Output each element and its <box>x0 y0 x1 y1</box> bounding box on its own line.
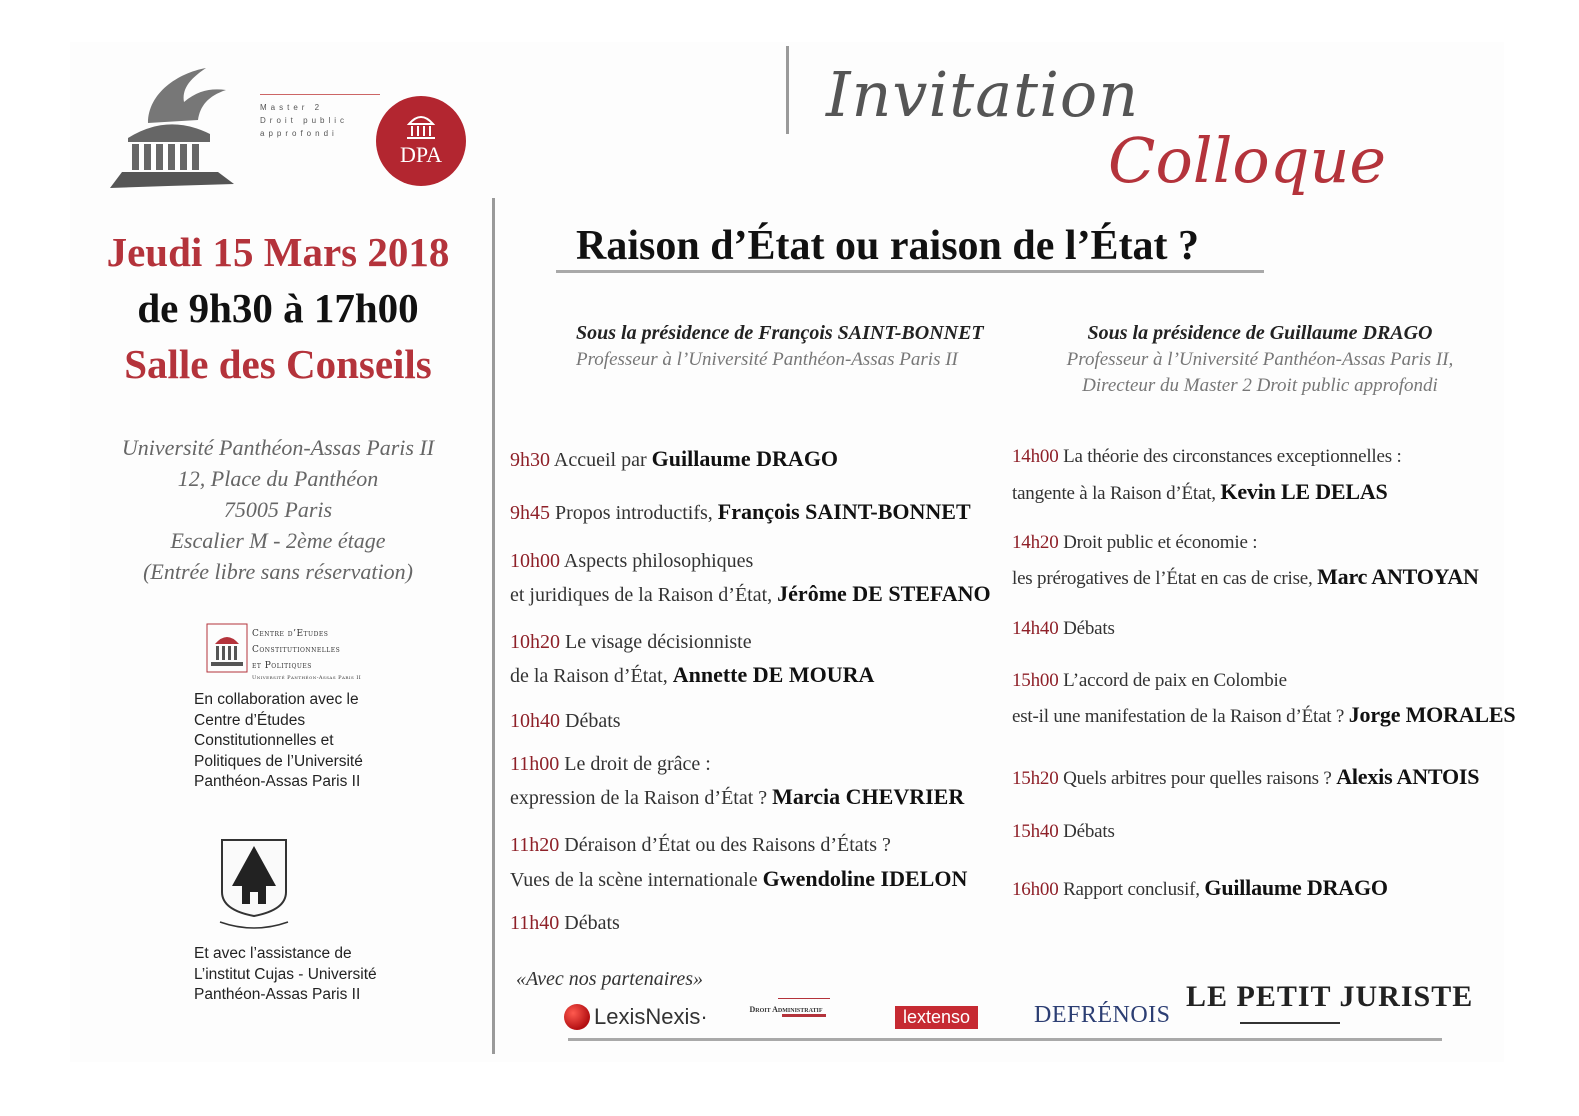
program-text: Rapport conclusif, <box>1063 879 1200 900</box>
presidency-role: Professeur à l’Université Panthéon-Assas Paris II <box>576 349 958 370</box>
program-text: Le visage décisionniste <box>565 631 752 653</box>
partners-label: «Avec nos partenaires» <box>516 968 704 990</box>
cecp-logo-text: Centre d’Etudes Constitutionnelles et Politiques Université Panthéon-Assas Paris II <box>252 629 362 681</box>
program-item <box>510 446 838 472</box>
column-divider <box>492 198 495 1054</box>
program-item <box>510 499 971 525</box>
presidency-name: Sous la présidence de Guillaume DRAGO <box>1087 322 1433 344</box>
presidency-role: Professeur à l’Université Panthéon-Assas Paris II, <box>1066 349 1454 370</box>
speaker-name: Gwendoline IDELON <box>762 866 968 891</box>
program-item-continued <box>510 784 964 810</box>
title-underline <box>556 270 1264 273</box>
dpa-caption: Master 2 Droit public approfondi <box>260 94 380 140</box>
program-item <box>1012 764 1479 790</box>
speaker-name: Annette DE MOURA <box>672 662 875 687</box>
program-item-continued <box>1012 702 1515 728</box>
program-item <box>510 834 891 857</box>
program-text: Déraison d’État ou des Raisons d’États ? <box>564 834 891 856</box>
program-time: 9h30 <box>510 449 550 471</box>
footer-rule <box>568 1038 1442 1041</box>
event-address: Université Panthéon-Assas Paris II 12, Place du Panthéon 75005 Paris Escalier M - 2ème étage (Entrée libre sans réservation) <box>121 435 435 584</box>
program-time: 9h45 <box>510 502 550 524</box>
program-text: Quels arbitres pour quelles raisons ? <box>1063 768 1332 789</box>
cujas-shield-icon <box>214 836 294 936</box>
program-time: 14h40 <box>1012 618 1059 639</box>
program-time: 16h00 <box>1012 879 1059 900</box>
program-text: La théorie des circonstances exceptionnelles : <box>1063 446 1402 467</box>
program-text: Débats <box>564 912 620 934</box>
speaker-name: Marc ANTOYAN <box>1317 564 1479 589</box>
program-item <box>1012 532 1257 554</box>
program-text: tangente à la Raison d’État, <box>1012 483 1216 504</box>
title-divider <box>786 46 789 134</box>
program-text: Droit public et économie : <box>1063 532 1258 553</box>
presidency-name: Sous la présidence de François SAINT-BONNET <box>576 322 984 344</box>
petit-juriste-underline <box>1240 1022 1340 1024</box>
program-item <box>1012 618 1115 640</box>
dpa-badge <box>376 96 466 186</box>
event-room: Salle des Conseils <box>124 341 432 387</box>
dpa-badge-label: DPA <box>400 142 442 167</box>
program-time: 15h40 <box>1012 821 1059 842</box>
event-date: Jeudi 15 Mars 2018 <box>106 229 450 275</box>
program-text: Débats <box>565 710 621 732</box>
speaker-name: Alexis ANTOIS <box>1336 764 1480 789</box>
program-text: expression de la Raison d’État ? <box>510 787 768 809</box>
program-item <box>510 912 620 935</box>
speaker-name: Jorge MORALES <box>1348 702 1516 727</box>
program-time: 11h00 <box>510 753 560 775</box>
program-text: Débats <box>1063 821 1115 842</box>
program-item <box>1012 446 1402 468</box>
program-item <box>1012 670 1287 692</box>
program-text: Aspects philosophiques <box>563 550 754 572</box>
program-time: 11h20 <box>510 834 560 856</box>
pantheon-logo-icon <box>108 68 238 190</box>
program-item-continued <box>1012 564 1479 590</box>
program-time: 14h20 <box>1012 532 1059 553</box>
program-text: et juridiques de la Raison d’État, <box>510 584 773 606</box>
invitation-heading: Invitation <box>826 58 1140 131</box>
program-time: 15h20 <box>1012 768 1059 789</box>
program-time: 14h00 <box>1012 446 1059 467</box>
speaker-name: Marcia CHEVRIER <box>772 784 965 809</box>
droit-administratif-label: Droit Administratif <box>749 1005 823 1014</box>
defrenois-logo: DEFRÉNOIS <box>1034 1002 1171 1028</box>
speaker-name: Guillaume DRAGO <box>1204 875 1388 900</box>
program-text: les prérogatives de l’État en cas de crise, <box>1012 568 1313 589</box>
lexisnexis-logo <box>564 1004 708 1030</box>
colloquium-title: Raison d’État ou raison de l’État ? <box>576 223 1200 269</box>
program-item <box>510 753 711 776</box>
dome-icon <box>401 104 441 144</box>
event-hours: de 9h30 à 17h00 <box>137 285 419 331</box>
program-time: 15h00 <box>1012 670 1059 691</box>
lexisnexis-label: LexisNexis· <box>594 1004 708 1029</box>
speaker-name: Guillaume DRAGO <box>651 446 839 471</box>
program-item-continued <box>510 866 967 892</box>
program-item <box>510 631 752 654</box>
program-text: Débats <box>1063 618 1115 639</box>
presidency-morning <box>576 322 984 371</box>
program-item <box>1012 821 1115 843</box>
program-text: L’accord de paix en Colombie <box>1063 670 1287 691</box>
lexisnexis-mark-icon <box>564 1004 590 1030</box>
program-time: 10h00 <box>510 550 560 572</box>
presidency-role: Directeur du Master 2 Droit public approfondi <box>1082 375 1438 396</box>
cecp-collaboration: En collaboration avec le Centre d’Études Constitutionnelles et Politiques de l’Université Panthéon-Assas Paris II <box>194 691 363 790</box>
droit-administratif-logo <box>742 998 830 1017</box>
petit-juriste-logo: LE PETIT JURISTE <box>1186 980 1474 1013</box>
program-time: 11h40 <box>510 912 560 934</box>
cecp-logo-icon <box>205 622 249 674</box>
program-text: Propos introductifs, <box>555 502 713 524</box>
program-text: Vues de la scène internationale <box>510 869 758 891</box>
lextenso-logo: lextenso <box>895 1006 978 1029</box>
program-text: Accueil par <box>553 449 647 471</box>
presidency-afternoon <box>1040 322 1480 397</box>
colloque-heading: Colloque <box>1108 124 1387 197</box>
program-item <box>510 550 753 573</box>
program-item <box>510 710 621 733</box>
program-item <box>1012 875 1388 901</box>
program-text: Le droit de grâce : <box>564 753 711 775</box>
program-item-continued <box>1012 479 1388 505</box>
program-item-continued <box>510 662 874 688</box>
speaker-name: Jérôme DE STEFANO <box>777 581 991 606</box>
program-text: est-il une manifestation de la Raison d’État ? <box>1012 706 1345 727</box>
speaker-name: François SAINT-BONNET <box>717 499 971 524</box>
program-time: 10h20 <box>510 631 560 653</box>
cujas-assistance: Et avec l’assistance de L’institut Cujas - Université Panthéon-Assas Paris II <box>194 945 377 1003</box>
program-text: de la Raison d’État, <box>510 665 668 687</box>
speaker-name: Kevin LE DELAS <box>1220 479 1388 504</box>
program-time: 10h40 <box>510 710 560 732</box>
program-item-continued <box>510 581 991 607</box>
